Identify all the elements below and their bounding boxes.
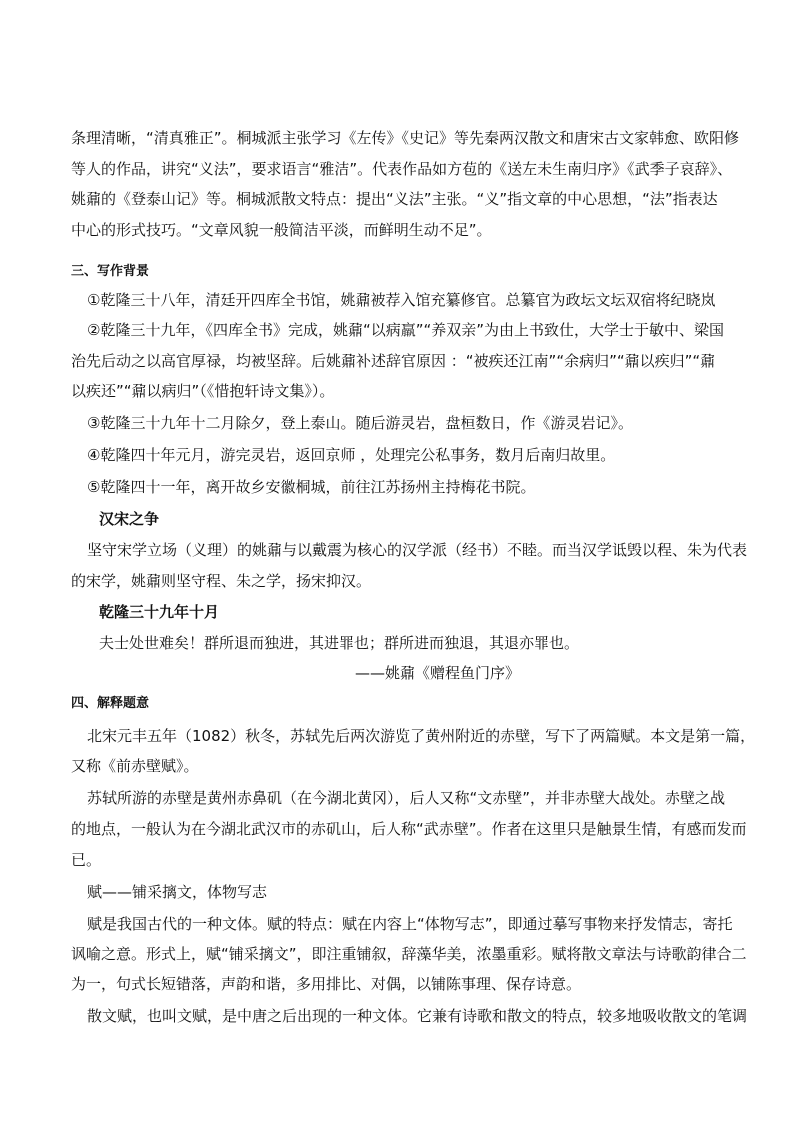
subheading: 乾隆三十九年十月 — [99, 603, 220, 621]
quote-source: ——姚鼐《赠程鱼门序》 — [354, 664, 520, 682]
list-item: ①乾隆三十八年，清廷开四库全书馆，姚鼐被荐入馆充纂修官。总纂官为政坛文坛双宿将纪晓岚 — [87, 291, 716, 309]
intro-line: 等人的作品，讲究“义法”，要求语言“雅洁”。代表作品如方苞的《送左未生南归序》《武季子哀辞》、 — [71, 160, 733, 178]
paragraph-line: 坚守宋学立场（义理）的姚鼐与以戴震为核心的汉学派（经书）不睦。而当汉学诋毁以程、朱为代表 — [87, 541, 748, 559]
paragraph-line: 的地点，一般认为在今湖北武汉市的赤矶山，后人称“武赤壁”。作者在这里只是触景生情，有感而发而 — [71, 820, 747, 838]
list-item: ③乾隆三十九年十二月除夕，登上泰山。随后游灵岩，盘桓数日，作《游灵岩记》。 — [87, 414, 633, 432]
intro-line: 条理清晰，“清真雅正”。桐城派主张学习《左传》《史记》等先秦两汉散文和唐宋古文家韩愈、欧阳修 — [71, 129, 740, 147]
subheading: 汉宋之争 — [99, 510, 160, 528]
list-item: ②乾隆三十九年，《四库全书》完成，姚鼐“以病羸”“养双亲”为由上书致仕，大学士于敏中、梁国 — [87, 321, 725, 339]
paragraph-line: 赋是我国古代的一种文体。赋的特点：赋在内容上“体物写志”，即通过摹写事物来抒发情志，寄托 — [87, 915, 733, 933]
paragraph-line: 为一，句式长短错落，声韵和谐，多用排比、对偶，以铺陈事理、保存诗意。 — [71, 975, 582, 993]
paragraph-line: 的宋学，姚鼐则坚守程、朱之学，扬宋抑汉。 — [71, 572, 372, 590]
intro-line: 姚鼐的《登泰山记》等。桐城派散文特点：提出“义法”主张。“义”指文章的中心思想，“法”指表达 — [71, 190, 718, 208]
section-heading: 三、写作背景 — [71, 264, 150, 279]
list-item: ⑤乾隆四十一年，离开故乡安徽桐城，前往江苏扬州主持梅花书院。 — [87, 478, 536, 496]
list-item: 以疾还”“鼐以病归”（《惜抱轩诗文集》）。 — [71, 382, 335, 400]
paragraph-line: 散文赋，也叫文赋，是中唐之后出现的一种文体。它兼有诗歌和散文的特点，较多地吸收散文的笔调 — [87, 1007, 748, 1025]
list-item: 治先后动之以高官厚禄，均被坚辞。后姚鼐补述辞官原因 ：“被疾还江南”“余病归”“鼐以疾归”“鼐 — [71, 352, 716, 370]
paragraph-line: 又称《前赤壁赋》。 — [71, 757, 199, 775]
section-heading: 四、解释题意 — [71, 696, 150, 711]
paragraph-line: 讽喻之意。形式上，赋“铺采摛文”，即注重铺叙，辞藻华美，浓墨重彩。赋将散文章法与诗歌韵律合二 — [71, 945, 747, 963]
paragraph-line: 已。 — [71, 851, 102, 869]
quote: 夫士处世难矣！群所退而独进，其进罪也；群所进而独退，其退亦罪也。 — [99, 634, 580, 652]
list-item: ④乾隆四十年元月，游完灵岩，返回京师 ，处理完公私事务，数月后南归故里。 — [87, 446, 616, 464]
paragraph-line: 北宋元丰五年（1082）秋冬，苏轼先后两次游览了黄州附近的赤壁，写下了两篇赋。本文是第一篇， — [87, 727, 756, 745]
intro-line: 中心的形式技巧。“文章风貌一般简洁平淡，而鲜明生动不足”。 — [71, 221, 492, 239]
paragraph-line: 苏轼所游的赤壁是黄州赤鼻矶（在今湖北黄冈），后人又称“文赤壁”，并非赤壁大战处。赤壁之战 — [87, 789, 726, 807]
paragraph-line: 赋——铺采摛文，体物写志 — [87, 883, 268, 901]
